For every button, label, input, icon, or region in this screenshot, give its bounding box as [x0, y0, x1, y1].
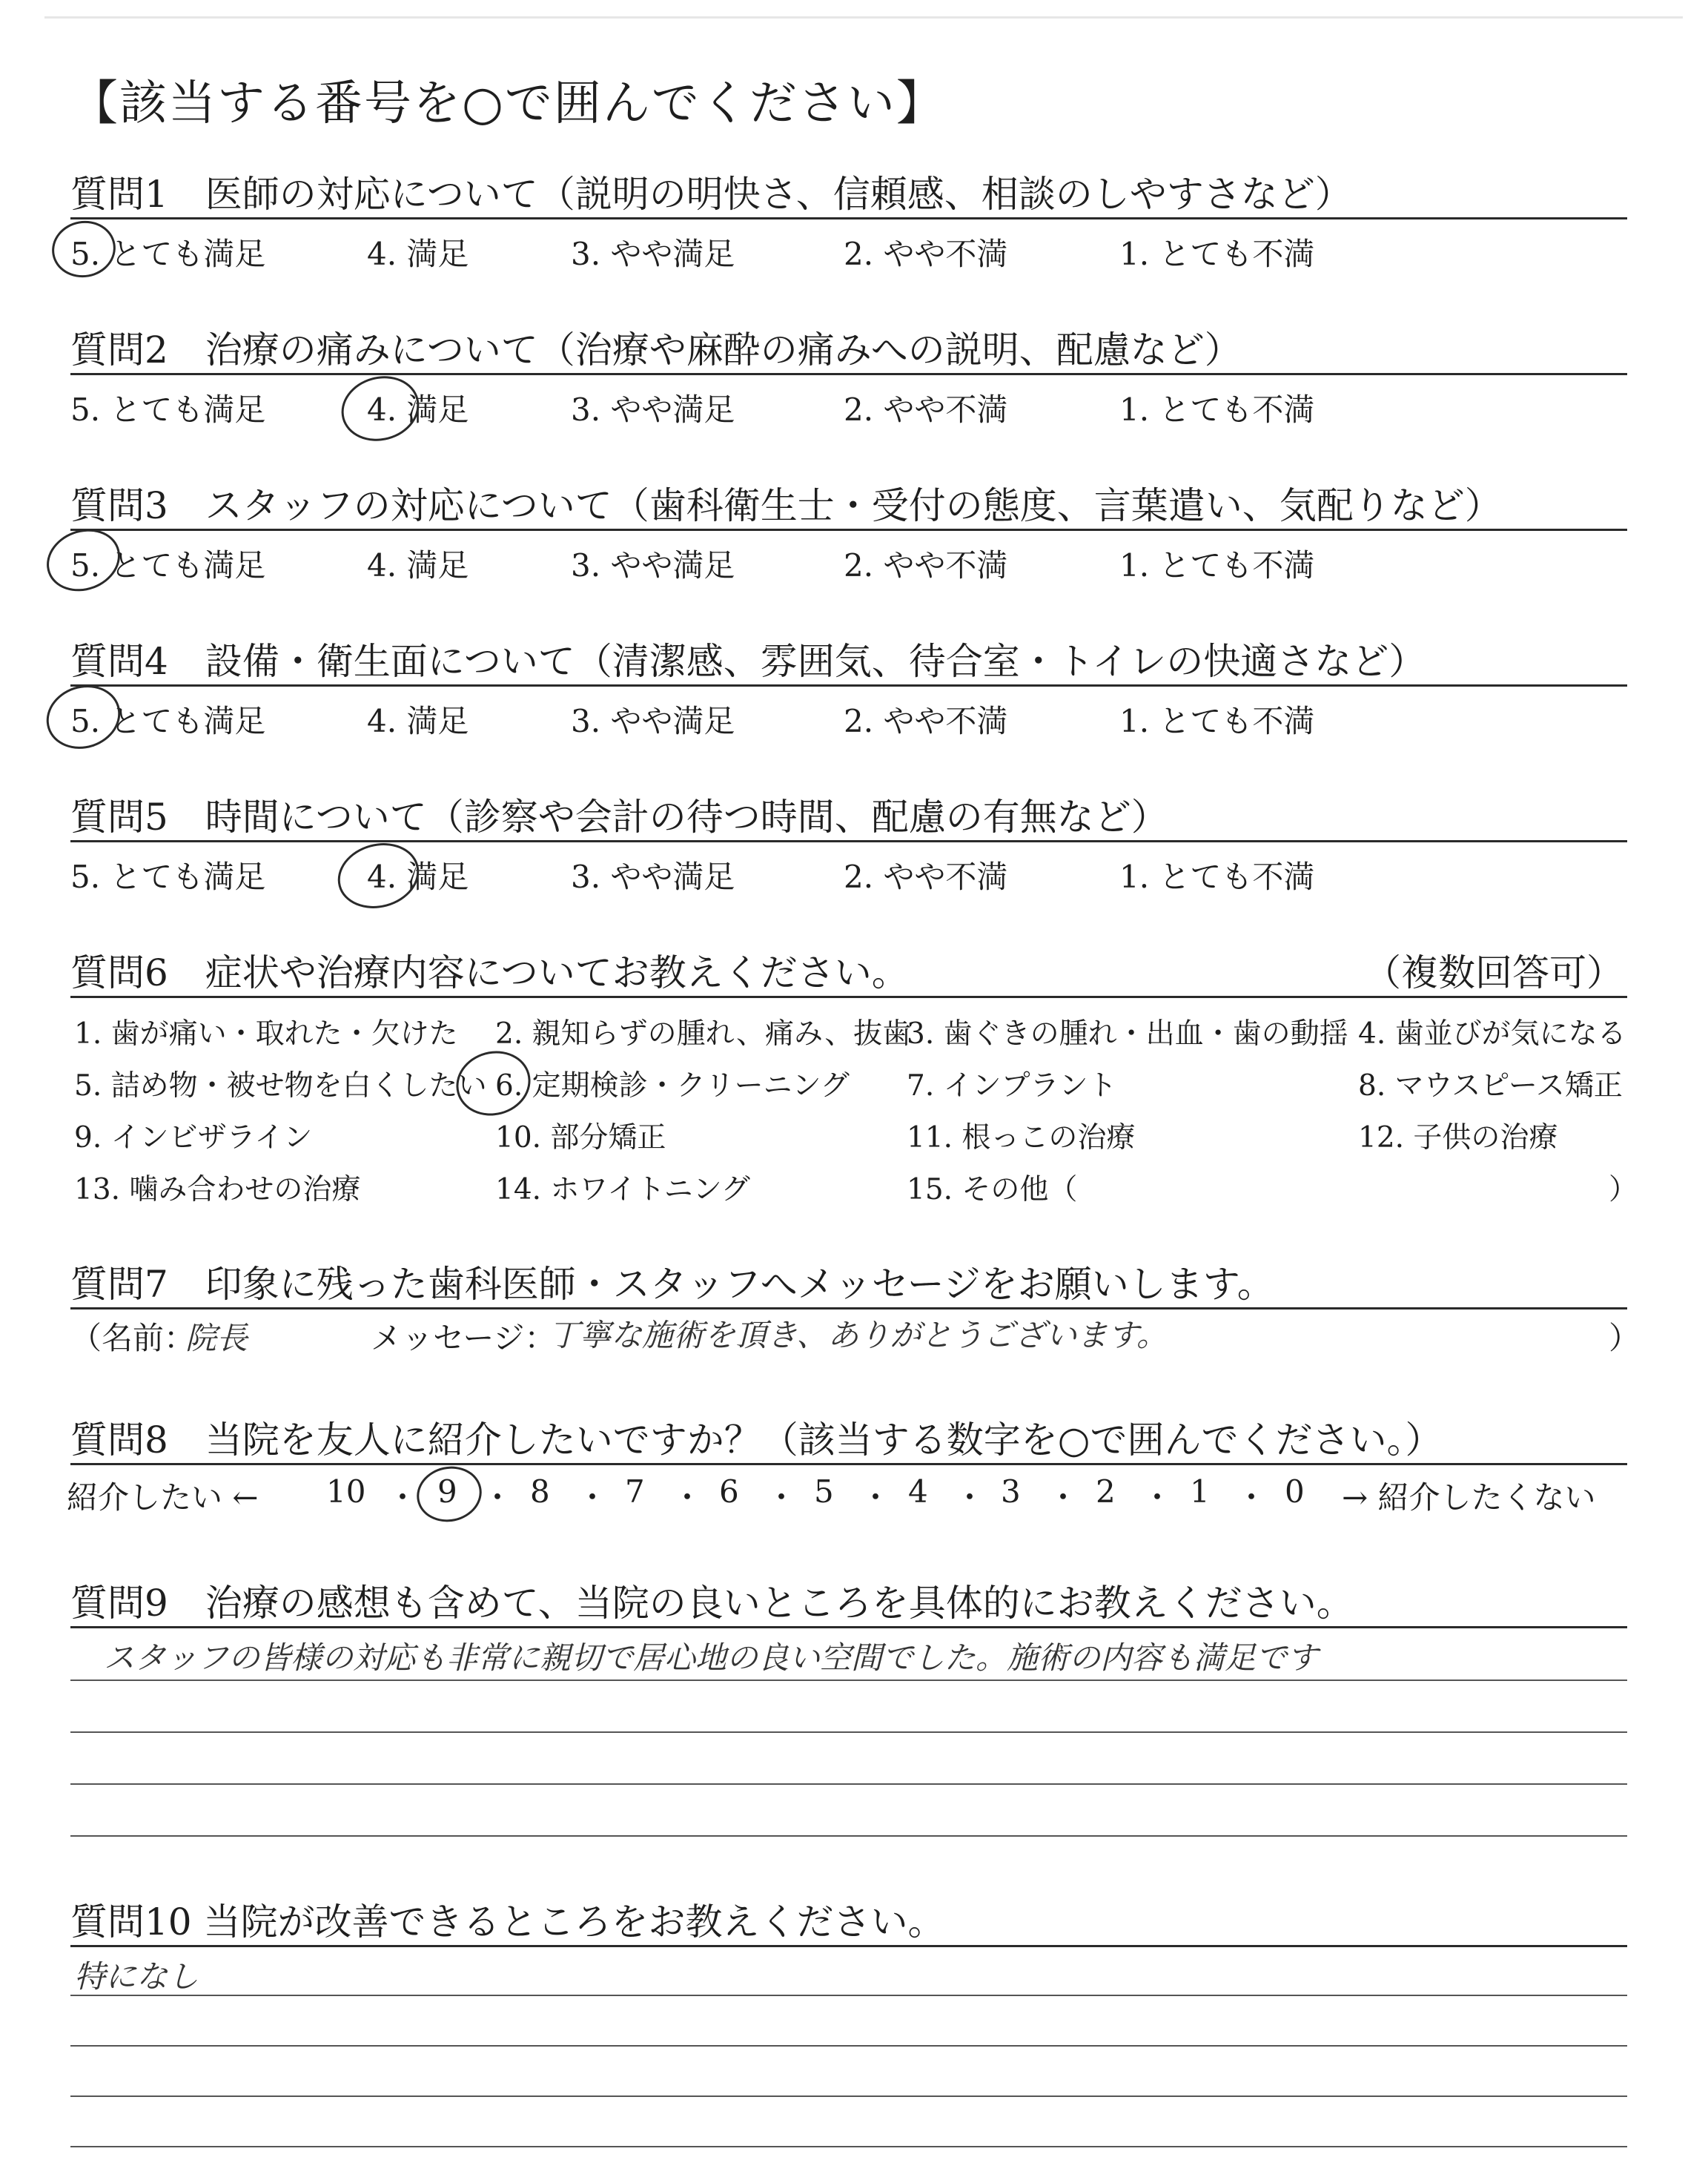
q3-option-3[interactable]: 3. やや満足	[571, 547, 735, 584]
question-9-heading: 質問9 治療の感想も含めて、当院の良いところを具体的にお教えください。	[70, 1582, 1354, 1625]
q5-option-2[interactable]: 2. やや不満	[844, 859, 1008, 895]
q8-scale-right-label: → 紹介したくない	[1342, 1479, 1596, 1516]
q6-option-6[interactable]: 6. 定期検診・クリーニング	[495, 1069, 850, 1103]
q8-selection-circle	[411, 1461, 486, 1528]
question-4-heading: 質問4 設備・衛生面について（清潔感、雰囲気、待合室・トイレの快適さなど）	[70, 640, 1426, 683]
q1-option-1[interactable]: 1. とても不満	[1119, 236, 1315, 272]
q6-option-10[interactable]: 10. 部分矯正	[495, 1121, 666, 1155]
q5-option-5[interactable]: 5. とても満足	[70, 859, 266, 895]
q8-dot: ・	[954, 1479, 986, 1516]
q9-answer-line-1	[70, 1680, 1627, 1681]
q8-dot: ・	[766, 1479, 798, 1516]
q10-answer-line-1	[70, 1995, 1627, 1996]
question-2-heading: 質問2 治療の痛みについて（治療や麻酔の痛みへの説明、配慮など）	[70, 328, 1242, 371]
question-6-rule	[70, 996, 1627, 998]
question-3-heading: 質問3 スタッフの対応について（歯科衛生士・受付の態度、言葉遣い、気配りなど）	[70, 484, 1502, 527]
question-6-heading: 質問6 症状や治療内容についてお教えください。	[70, 951, 909, 994]
q6-option-3[interactable]: 3. 歯ぐきの腫れ・出血・歯の動揺	[907, 1017, 1348, 1051]
q6-option-14[interactable]: 14. ホワイトニング	[495, 1173, 750, 1206]
q7-name-label: （名前：	[70, 1320, 196, 1356]
q6-option-4[interactable]: 4. 歯並びが気になる	[1358, 1017, 1626, 1051]
q9-answer-line-2	[70, 1731, 1627, 1733]
question-4-rule	[70, 684, 1627, 687]
q9-answer-text[interactable]: スタッフの皆様の対応も非常に親切で居心地の良い空間でした。施術の内容も満足です	[104, 1639, 1319, 1676]
q2-option-1[interactable]: 1. とても不満	[1119, 392, 1315, 428]
q2-option-2[interactable]: 2. やや不満	[844, 392, 1008, 428]
question-8-rule	[70, 1463, 1627, 1465]
q8-number-3[interactable]: 3	[1001, 1473, 1021, 1510]
q6-option-8[interactable]: 8. マウスピース矯正	[1358, 1069, 1623, 1103]
q8-number-7[interactable]: 7	[625, 1473, 645, 1510]
question-9-rule	[70, 1626, 1627, 1628]
q6-option-13[interactable]: 13. 噛み合わせの治療	[74, 1173, 361, 1206]
q4-option-4[interactable]: 4. 満足	[367, 703, 469, 739]
q8-number-8[interactable]: 8	[530, 1473, 550, 1510]
q4-option-3[interactable]: 3. やや満足	[571, 703, 735, 739]
question-5-heading: 質問5 時間について（診察や会計の待つ時間、配慮の有無など）	[70, 796, 1168, 839]
q7-message-label: メッセージ：	[371, 1320, 556, 1356]
q6-option-7[interactable]: 7. インプラント	[907, 1069, 1117, 1103]
q8-number-0[interactable]: 0	[1285, 1473, 1305, 1510]
question-6-multiple-note: （複数回答可）	[1364, 951, 1623, 994]
q8-dot: ・	[1047, 1479, 1079, 1516]
q7-close-paren: ）	[1609, 1320, 1641, 1356]
q6-option-12[interactable]: 12. 子供の治療	[1358, 1121, 1558, 1155]
q4-selection-circle	[38, 676, 128, 758]
q3-selection-circle	[38, 519, 129, 601]
q2-option-5[interactable]: 5. とても満足	[70, 392, 266, 428]
question-5-rule	[70, 840, 1627, 842]
question-2-rule	[70, 373, 1627, 375]
q5-option-1[interactable]: 1. とても不満	[1119, 859, 1315, 895]
q1-option-4[interactable]: 4. 満足	[367, 236, 469, 272]
q8-number-9[interactable]: 9	[437, 1473, 457, 1510]
q8-number-6[interactable]: 6	[719, 1473, 739, 1510]
q6-option-1[interactable]: 1. 歯が痛い・取れた・欠けた	[74, 1017, 458, 1051]
q3-option-5[interactable]: 5. とても満足	[70, 547, 266, 584]
q6-option-5[interactable]: 5. 詰め物・被せ物を白くしたい	[74, 1069, 487, 1103]
q2-selection-circle	[334, 368, 427, 450]
q8-number-10[interactable]: 10	[326, 1473, 366, 1510]
q2-option-4[interactable]: 4. 満足	[367, 392, 469, 428]
q1-option-2[interactable]: 2. やや不満	[844, 236, 1008, 272]
q6-option-2[interactable]: 2. 親知らずの腫れ、痛み、抜歯	[495, 1017, 912, 1051]
q6-option-11[interactable]: 11. 根っこの治療	[907, 1121, 1136, 1155]
question-3-rule	[70, 529, 1627, 531]
form-title: 【該当する番号を○で囲んでください】	[70, 76, 945, 131]
q6-option-15[interactable]: 15. その他（	[907, 1173, 1078, 1206]
q7-message-value[interactable]: 丁寧な施術を頂き、ありがとうございます。	[549, 1317, 1168, 1353]
q10-answer-line-3	[70, 2095, 1627, 2097]
q5-option-4[interactable]: 4. 満足	[367, 859, 469, 895]
q8-number-4[interactable]: 4	[908, 1473, 928, 1510]
q6-selection-circle	[449, 1043, 538, 1123]
question-10-heading: 質問10 当院が改善できるところをお教えください。	[70, 1900, 945, 1943]
q1-option-3[interactable]: 3. やや満足	[571, 236, 735, 272]
q5-option-3[interactable]: 3. やや満足	[571, 859, 735, 895]
q8-number-2[interactable]: 2	[1096, 1473, 1116, 1510]
q6-other-close-paren: ）	[1609, 1173, 1638, 1206]
q10-answer-line-2	[70, 2045, 1627, 2047]
q1-option-5[interactable]: 5. とても満足	[70, 236, 266, 272]
q3-option-2[interactable]: 2. やや不満	[844, 547, 1008, 584]
q9-answer-line-4	[70, 1835, 1627, 1837]
q5-selection-circle	[331, 834, 426, 917]
q8-number-5[interactable]: 5	[814, 1473, 834, 1510]
question-8-heading: 質問8 当院を友人に紹介したいですか？（該当する数字を○で囲んでください。）	[70, 1418, 1443, 1462]
q8-dot: ・	[577, 1479, 609, 1516]
question-10-rule	[70, 1945, 1627, 1947]
q8-dot: ・	[860, 1479, 892, 1516]
question-1-rule	[70, 217, 1627, 219]
q10-answer-line-4	[70, 2146, 1627, 2147]
q7-name-value[interactable]: 院長	[185, 1320, 248, 1356]
q4-option-1[interactable]: 1. とても不満	[1119, 703, 1315, 739]
q4-option-2[interactable]: 2. やや不満	[844, 703, 1008, 739]
page-top-border	[44, 16, 1683, 19]
q10-answer-text[interactable]: 特になし	[74, 1958, 199, 1995]
q8-dot: ・	[387, 1479, 419, 1516]
q8-dot: ・	[1236, 1479, 1268, 1516]
question-7-heading: 質問7 印象に残った歯科医師・スタッフへメッセージをお願いします。	[70, 1263, 1274, 1306]
q8-number-1[interactable]: 1	[1190, 1473, 1210, 1510]
q8-scale-left-label: 紹介したい ←	[67, 1479, 259, 1516]
q8-dot: ・	[482, 1479, 514, 1516]
q6-option-9[interactable]: 9. インビザライン	[74, 1121, 313, 1155]
q4-option-5[interactable]: 5. とても満足	[70, 703, 266, 739]
q3-option-1[interactable]: 1. とても不満	[1119, 547, 1315, 584]
q9-answer-line-3	[70, 1783, 1627, 1785]
q3-option-4[interactable]: 4. 満足	[367, 547, 469, 584]
q8-dot: ・	[1142, 1479, 1174, 1516]
q2-option-3[interactable]: 3. やや満足	[571, 392, 735, 428]
question-1-heading: 質問1 医師の対応について（説明の明快さ、信頼感、相談のしやすさなど）	[70, 173, 1352, 216]
q8-dot: ・	[672, 1479, 704, 1516]
question-7-rule	[70, 1307, 1627, 1309]
